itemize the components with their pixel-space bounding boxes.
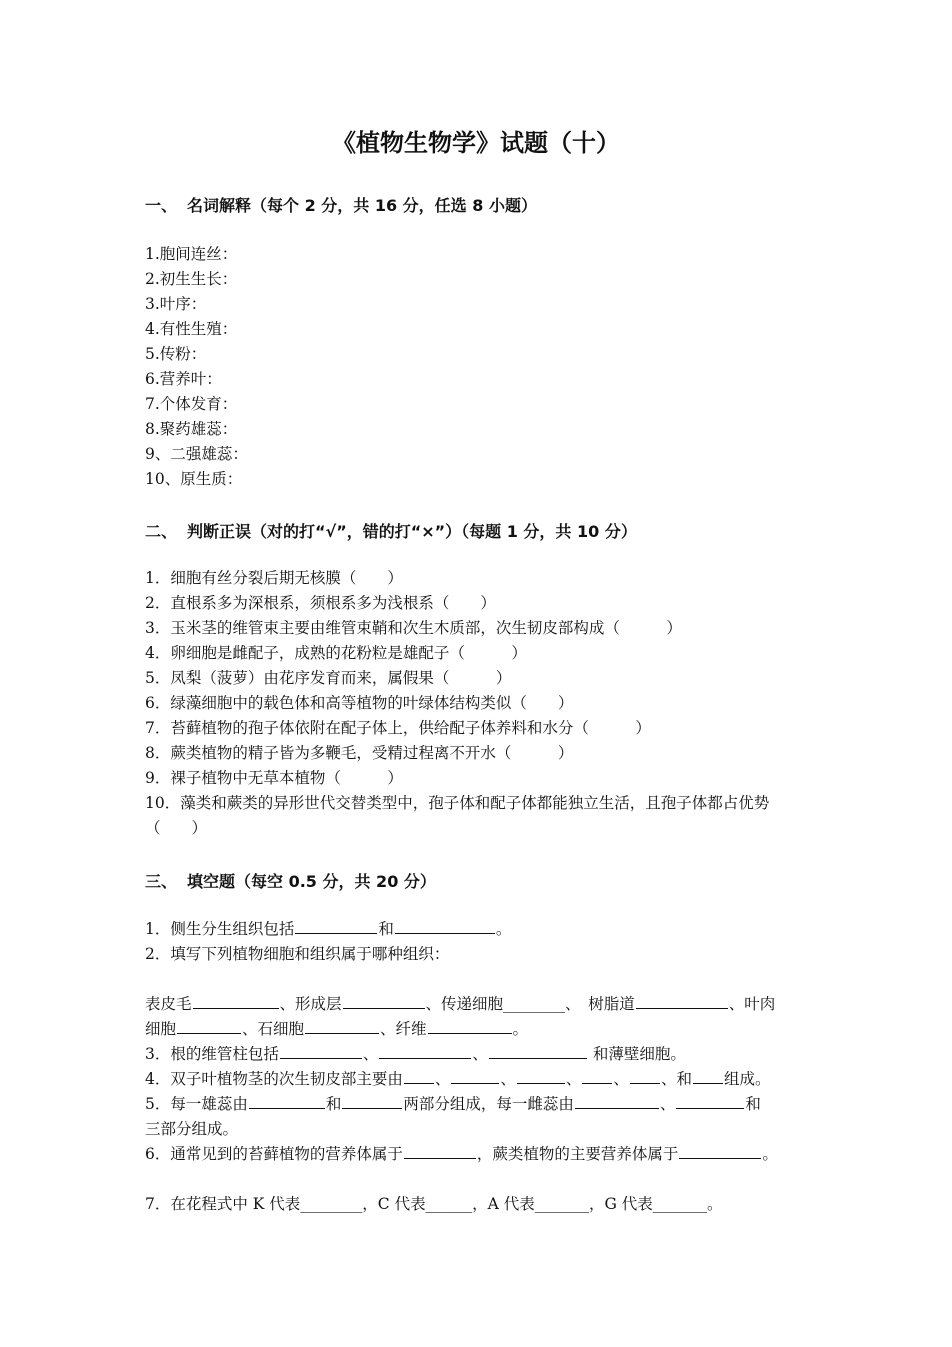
answer-blank[interactable] [582, 1069, 612, 1084]
judgment-item: 5．凤梨（菠萝）由花序发育而来，属假果（ ） [145, 669, 512, 687]
term-item: 3.叶序： [145, 295, 207, 313]
section1-heading [145, 193, 537, 216]
fill-question-5-line2: 三部分组成。 [145, 1120, 239, 1138]
section3-heading [145, 869, 436, 892]
section2-heading-text: 判断正误（对的打“√”，错的打“×”）（每题 1 分，共 10 分） [187, 522, 637, 541]
answer-blank[interactable] [177, 1019, 241, 1034]
judgment-item: 4．卵细胞是雌配子，成熟的花粉粒是雄配子（ ） [145, 644, 527, 662]
section3-heading-text: 填空题（每空 0.5 分，共 20 分） [187, 872, 436, 891]
answer-blank[interactable] [343, 994, 425, 1009]
section1-heading-text: 名词解释（每个 2 分，共 16 分，任选 8 小题） [187, 196, 537, 215]
judgment-item: 1．细胞有丝分裂后期无核膜（ ） [145, 569, 403, 587]
judgment-item: 6．绿藻细胞中的载色体和高等植物的叶绿体结构类似（ ） [145, 694, 574, 712]
fill-question-2-line2: 细胞 、石细胞 、纤维 。 [145, 1020, 529, 1038]
fill-question-1: 1．侧生分生组织包括 和 。 [145, 920, 512, 938]
term-item: 10、原生质： [145, 470, 243, 488]
term-item: 5.传粉： [145, 345, 207, 363]
fill-question-3: 3．根的维管柱包括 、 、 和薄壁细胞。 [145, 1045, 686, 1063]
section1-number: 一、 [145, 196, 178, 215]
judgment-item: 9．裸子植物中无草本植物（ ） [145, 769, 403, 787]
page-title: 《植物生物学》试题（十） [332, 129, 620, 157]
fill-question-6: 6．通常见到的苔藓植物的营养体属于 ，蕨类植物的主要营养体属于 。 [145, 1145, 778, 1163]
section3-number: 三、 [145, 872, 178, 891]
answer-blank[interactable] [280, 1044, 362, 1059]
answer-blank[interactable] [575, 1094, 659, 1109]
judgment-item-continuation: （ ） [145, 819, 208, 837]
answer-blank[interactable] [249, 1094, 325, 1109]
answer-blank[interactable] [379, 1044, 471, 1059]
term-item: 9、二强雄蕊： [145, 445, 248, 463]
judgment-item: 7．苔藓植物的孢子体依附在配子体上，供给配子体养料和水分（ ） [145, 719, 651, 737]
section2-number: 二、 [145, 522, 178, 541]
judgment-item: 8．蕨类植物的精子皆为多鞭毛，受精过程离不开水（ ） [145, 744, 574, 762]
answer-blank[interactable] [517, 1069, 565, 1084]
answer-blank[interactable] [693, 1069, 723, 1084]
answer-blank[interactable] [305, 1019, 379, 1034]
fill-question-2: 2．填写下列植物细胞和组织属于哪种组织： [145, 945, 450, 963]
answer-blank[interactable] [451, 1069, 499, 1084]
term-item: 1.胞间连丝： [145, 245, 238, 263]
fill-question-2-line1: 表皮毛 、形成层 、传递细胞________、 树脂道 、叶肉 [145, 995, 776, 1013]
answer-blank[interactable] [295, 919, 377, 934]
term-item: 6.营养叶： [145, 370, 222, 388]
fill-question-5-line1: 5．每一雄蕊由 和 两部分组成，每一雌蕊由 、 和 [145, 1095, 761, 1113]
fill-question-7: 7．在花程式中 K 代表________，C 代表______，A 代表_______，G 代表_______。 [145, 1195, 723, 1213]
answer-blank[interactable] [404, 1069, 434, 1084]
answer-blank[interactable] [676, 1094, 744, 1109]
answer-blank[interactable] [342, 1094, 402, 1109]
answer-blank[interactable] [395, 919, 495, 934]
judgment-item: 10．藻类和蕨类的异形世代交替类型中，孢子体和配子体都能独立生活，且孢子体都占优势 [145, 794, 770, 812]
section2-heading [145, 519, 637, 542]
term-item: 2.初生生长： [145, 270, 238, 288]
term-item: 8.聚药雄蕊： [145, 420, 238, 438]
answer-blank[interactable] [630, 1069, 660, 1084]
answer-blank[interactable] [636, 994, 728, 1009]
answer-blank[interactable] [404, 1144, 476, 1159]
answer-blank[interactable] [489, 1044, 587, 1059]
answer-blank[interactable] [679, 1144, 761, 1159]
judgment-item: 3．玉米茎的维管束主要由维管束鞘和次生木质部，次生韧皮部构成（ ） [145, 619, 682, 637]
fill-question-4: 4．双子叶植物茎的次生韧皮部主要由 、 、 、 、 、和 组成。 [145, 1070, 771, 1088]
answer-blank[interactable] [428, 1019, 512, 1034]
term-item: 7.个体发育： [145, 395, 238, 413]
judgment-item: 2．直根系多为深根系，须根系多为浅根系（ ） [145, 594, 496, 612]
term-item: 4.有性生殖： [145, 320, 238, 338]
answer-blank[interactable] [193, 994, 279, 1009]
